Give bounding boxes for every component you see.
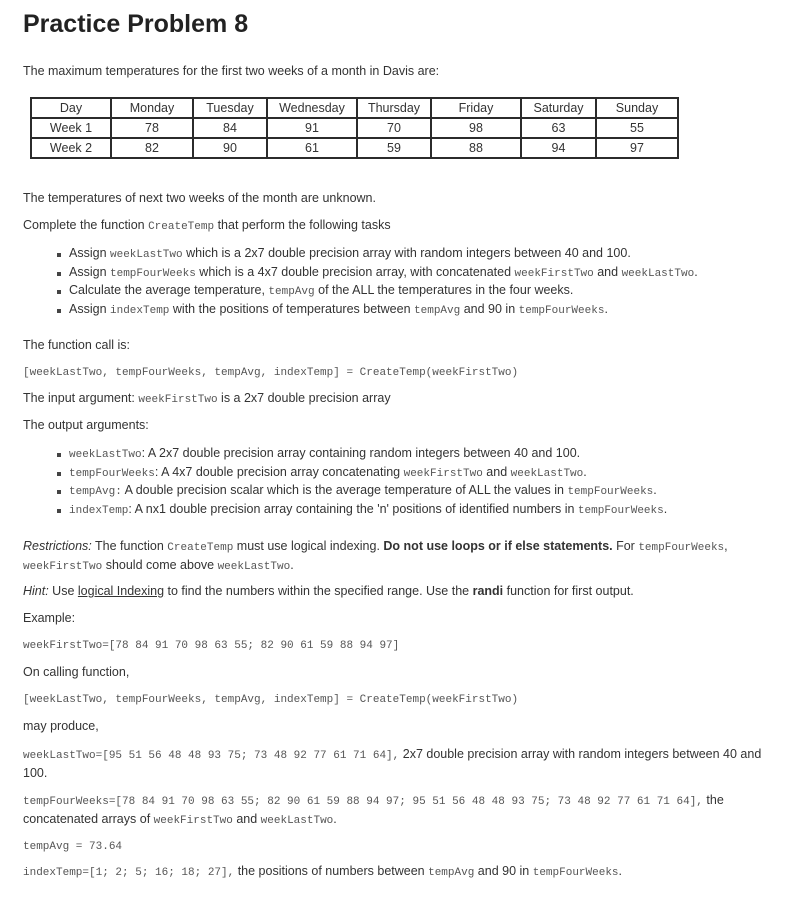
table-cell: 55 [597, 119, 677, 139]
table-cell: 97 [630, 141, 644, 155]
table-cell: 90 [194, 139, 268, 157]
example-call-code: [weekLastTwo, tempFourWeeks, tempAvg, indexTemp] = CreateTemp(weekFirstTwo) [23, 694, 519, 706]
list-item: tempAvg: A double precision scalar which is the average temperature of ALL the values in tempFourWeeks. [55, 483, 667, 502]
table-header-cell: Saturday [522, 99, 597, 119]
hint-text: Hint: Use logical Indexing to find the numbers within the specified range. Use the randi function for first output. [23, 584, 634, 598]
table-cell: 59 [358, 139, 432, 157]
code-fragment: CreateTemp [148, 221, 215, 233]
complete-function-text [23, 218, 391, 233]
example-label: Example: [23, 611, 76, 625]
table-cell: Week 1 [32, 119, 112, 139]
restrictions-text: Restrictions: The function CreateTemp must use logical indexing. Do not use loops or if else statements. For tempFourWeeks, weekFirstTwo should come above weekLastTwo. [23, 539, 728, 573]
table-cell: 61 [268, 139, 358, 157]
table-cell: 63 [522, 119, 597, 139]
table-cell: 82 [112, 139, 194, 157]
text-fragment: that perform the following tasks [214, 218, 391, 232]
list-item: indexTemp: A nx1 double precision array containing the 'n' positions of identified numbers in tempFourWeeks. [55, 502, 667, 521]
table-header-cell: Thursday [358, 99, 432, 119]
table-row [32, 119, 677, 139]
table-cell: 91 [268, 119, 358, 139]
intro-text: The maximum temperatures for the first two weeks of a month in Davis are: [23, 64, 440, 78]
table-cell: Week 2 [32, 139, 112, 157]
table-row [32, 139, 677, 157]
table-cell: 94 [522, 139, 597, 157]
list-item: Assign indexTemp with the positions of temperatures between tempAvg and 90 in tempFourWeeks. [55, 302, 698, 321]
table-cell: 70 [358, 119, 432, 139]
result-weeklasttwo: weekLastTwo=[95 51 56 48 48 93 75; 73 48 92 77 61 71 64], 2x7 double precision array with random integers between 40 and 100. [23, 747, 762, 780]
call-label: The function call is: [23, 338, 130, 352]
table-header-cell: Day [32, 99, 112, 119]
table-cell: 88 [432, 139, 522, 157]
output-list [55, 446, 667, 520]
text-fragment: Complete the function [23, 218, 149, 232]
table-cell: 84 [194, 119, 268, 139]
result-tempavg: tempAvg = 73.64 [23, 841, 123, 853]
temperature-table [30, 97, 679, 159]
table-header-cell: Sunday [597, 99, 677, 119]
list-item: Calculate the average temperature, tempAvg of the ALL the temperatures in the four weeks. [55, 283, 698, 302]
output-label: The output arguments: [23, 418, 149, 432]
table-cell: 78 [112, 119, 194, 139]
list-item: Assign tempFourWeeks which is a 4x7 double precision array, with concatenated weekFirstTwo and weekLastTwo. [55, 265, 698, 284]
example-input-code: weekFirstTwo=[78 84 91 70 98 63 55; 82 90 61 59 88 94 97] [23, 640, 400, 652]
function-call-code: [weekLastTwo, tempFourWeeks, tempAvg, indexTemp] = CreateTemp(weekFirstTwo) [23, 367, 519, 379]
may-produce-text: may produce, [23, 719, 99, 733]
result-tempfourweeks: tempFourWeeks=[78 84 91 70 98 63 55; 82 90 61 59 88 94 97; 95 51 56 48 48 93 75; 73 48 92 77 61 71 64], the concatenated arrays of weekFirstTwo and weekLastTwo. [23, 793, 724, 827]
on-calling-text: On calling function, [23, 665, 130, 679]
unknown-weeks-text: The temperatures of next two weeks of the month are unknown. [23, 191, 376, 205]
table-header-cell: Monday [112, 99, 194, 119]
task-list [55, 246, 698, 320]
list-item: Assign weekLastTwo which is a 2x7 double precision array with random integers between 40 and 100. [55, 246, 698, 265]
list-item: tempFourWeeks: A 4x7 double precision array concatenating weekFirstTwo and weekLastTwo. [55, 465, 667, 484]
table-cell: 98 [432, 119, 522, 139]
logical-indexing-link[interactable]: logical Indexing [77, 584, 165, 598]
result-indextemp: indexTemp=[1; 2; 5; 16; 18; 27], the positions of numbers between tempAvg and 90 in tempFourWeeks. [23, 864, 623, 879]
table-header-cell: Tuesday [194, 99, 268, 119]
page-title: Practice Problem 8 [23, 10, 249, 38]
table-header-row [32, 99, 677, 119]
table-header-cell: Wednesday [268, 99, 358, 119]
table-header-cell: Friday [432, 99, 522, 119]
list-item: weekLastTwo: A 2x7 double precision array containing random integers between 40 and 100. [55, 446, 667, 465]
input-argument-text: The input argument: weekFirstTwo is a 2x7 double precision array [23, 391, 391, 406]
